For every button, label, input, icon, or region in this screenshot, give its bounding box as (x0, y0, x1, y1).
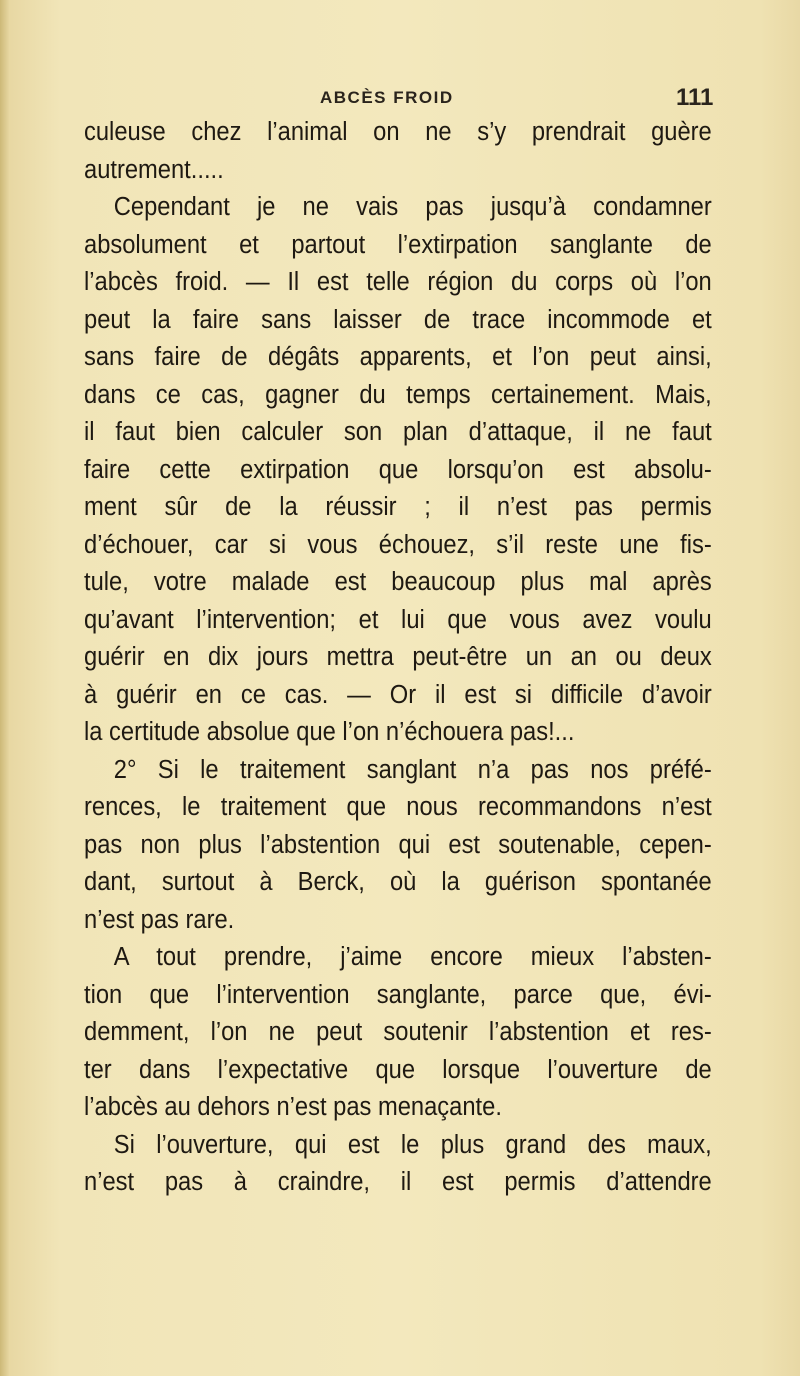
text-line: n’est pas rare. (84, 905, 235, 934)
text-line: la certitude absolue que l’on n’échouera pas!... (84, 718, 575, 746)
text-line: l’abcès au dehors n’est pas menaçante. (84, 1093, 502, 1121)
text-line: 2° Si le traitement sanglant n’a pas nos préfé- (113, 755, 712, 784)
text-line: dans ce cas, gagner du temps certainement. Mais, (84, 380, 712, 409)
text-line: l’abcès froid. — Il est telle région du corps où l’on (84, 268, 712, 296)
text-line: à guérir en ce cas. — Or il est si difficile d’avoir (84, 680, 712, 709)
text-line: Si l’ouverture, qui est le plus grand des maux, (113, 1130, 712, 1159)
running-head-title: ABCÈS FROID (320, 88, 454, 107)
running-head (0, 84, 800, 114)
text-line: tule, votre malade est beaucoup plus mal après (84, 568, 712, 596)
text-line: ment sûr de la réussir ; il n’est pas permis (84, 493, 712, 521)
text-line: qu’avant l’intervention; et lui que vous avez voulu (84, 605, 712, 634)
text-line: il faut bien calculer son plan d’attaque, il ne faut (84, 418, 712, 446)
page-number: 111 (676, 84, 714, 111)
text-line: culeuse chez l’animal on ne s’y prendrait guère (84, 118, 712, 146)
text-line: absolument et partout l’extirpation sanglante de (84, 230, 712, 259)
text-line: demment, l’on ne peut soutenir l’abstention et res- (84, 1018, 712, 1046)
text-line: pas non plus l’abstention qui est soutenable, cepen- (84, 830, 712, 859)
text-line: rences, le traitement que nous recommandons n’est (84, 793, 712, 821)
page-gutter (0, 0, 10, 1376)
text-line: sans faire de dégâts apparents, et l’on peut ainsi, (84, 343, 712, 371)
text-line: n’est pas à craindre, il est permis d’attendre (84, 1168, 712, 1196)
text-line: Cependant je ne vais pas jusqu’à condamner (113, 193, 712, 221)
text-line: A tout prendre, j’aime encore mieux l’absten- (113, 943, 712, 971)
text-line: d’échouer, car si vous échouez, s’il reste une fis- (84, 530, 712, 559)
body-text (84, 114, 712, 1202)
text-line: peut la faire sans laisser de trace incommode et (84, 305, 712, 334)
text-line: dant, surtout à Berck, où la guérison spontanée (84, 868, 712, 896)
text-line: tion que l’intervention sanglante, parce que, évi- (84, 980, 712, 1009)
text-line: faire cette extirpation que lorsqu’on est absolu- (84, 455, 712, 484)
text-line: ter dans l’expectative que lorsque l’ouverture de (84, 1055, 712, 1084)
text-line: autrement..... (84, 155, 224, 184)
text-line: guérir en dix jours mettra peut-être un an ou deux (84, 643, 712, 671)
